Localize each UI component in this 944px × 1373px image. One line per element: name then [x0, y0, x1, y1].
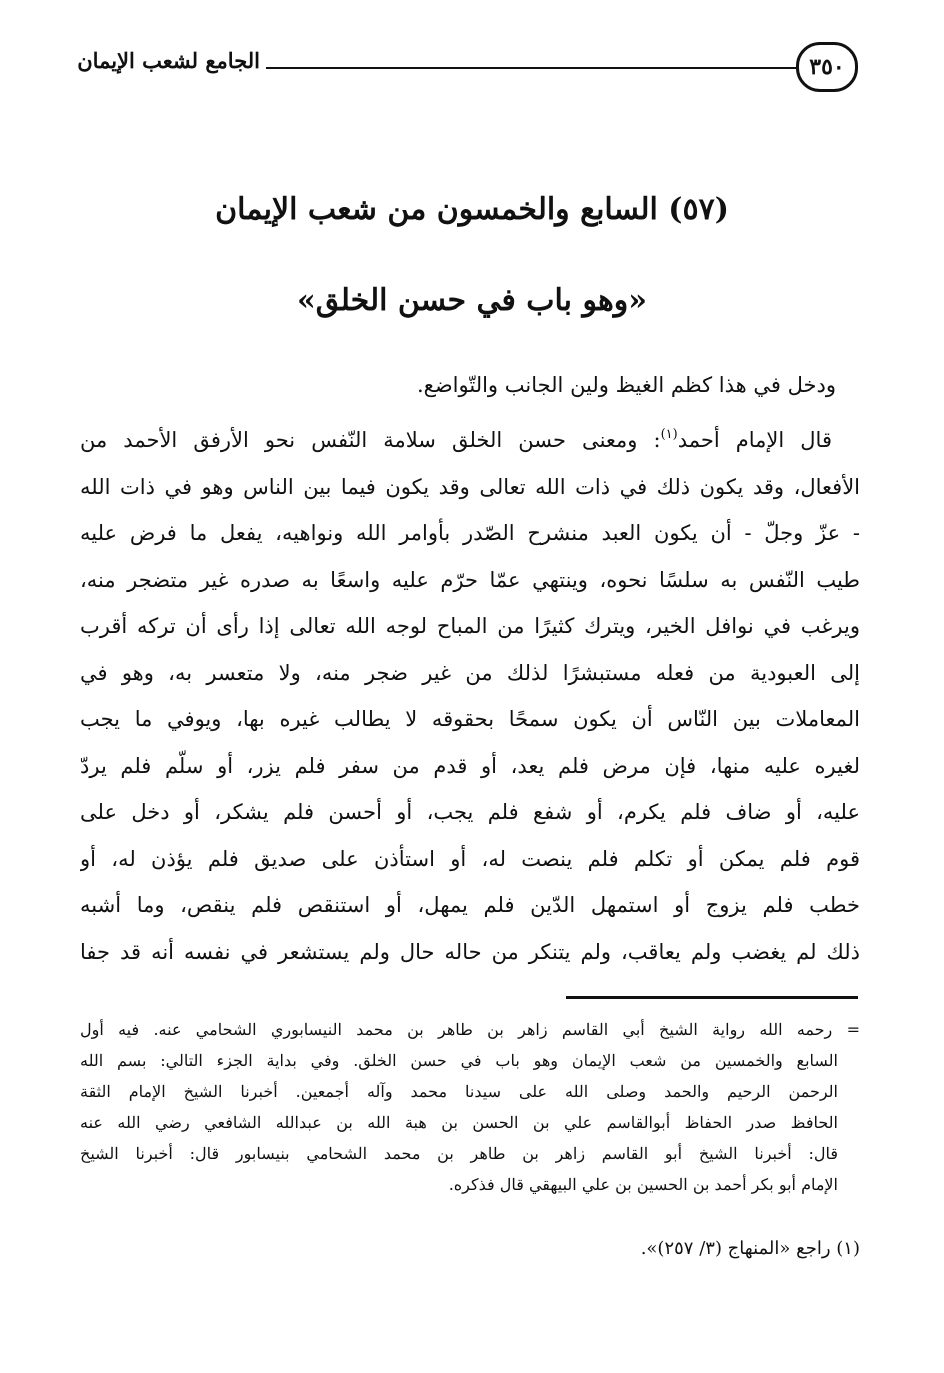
page-number-badge: ٣٥٠	[796, 42, 858, 92]
running-header	[78, 38, 858, 102]
footnote-line: الرحمن الرحيم والحمد وصلى الله على سيدنا محمد وآله أجمعين. أخبرنا الشيخ الإمام الثقة	[80, 1082, 838, 1101]
body-line-start: قال الإمام أحمد	[677, 428, 832, 452]
header-rule	[266, 67, 796, 69]
body-line: ذلك لم يغضب ولم يعاقب، ولم يتنكر من حاله حال ولم يستشعر في نفسه أنه قد جفا	[80, 939, 860, 964]
chapter-title: (٥٧) السابع والخمسون من شعب الإيمان	[215, 192, 729, 227]
body-line: خطب فلم يزوج أو استمهل الدّين فلم يمهل، أو استنقص فلم ينقص، وما أشبه	[80, 893, 860, 917]
body-line	[80, 417, 860, 464]
footnote-line: السابع والخمسين من شعب الإيمان وهو باب في حسن الخلق. وفي بداية الجزء التالي: بسم الله	[80, 1051, 838, 1070]
footnote-line: الحافظ صدر الحفاظ أبوالقاسم علي بن الحسن بن هبة الله بن عبدالله الشافعي رضي الله عنه	[80, 1113, 839, 1132]
body-line: المعاملات بين النّاس أن يكون سمحًا بحقوقه لا يطالب غيره بها، ويوفي ما يجب	[80, 707, 860, 731]
chapter-subtitle: «وهو باب في حسن الخلق»	[296, 283, 648, 318]
body-line: لغيره عليه منها، فإن مرض فلم يعد، أو قدم من سفر فلم يزر، أو سلّم فلم يردّ	[80, 753, 860, 778]
body-line: عليه، أو ضاف فلم يكرم، أو شفع فلم يجب، أو أحسن فلم يشكر، أو دخل على	[80, 800, 860, 824]
footnote-line: = رحمه الله رواية الشيخ أبي القاسم زاهر بن طاهر بن محمد النيسابوري الشحامي عنه. فيه أول	[80, 1020, 860, 1039]
footnote-1: (١) راجع «المنهاج (٣/ ٢٥٧)».	[640, 1238, 860, 1259]
body-line-rest: : ومعنى حسن الخلق سلامة النّفس نحو الأرفق الأحمد من	[80, 428, 661, 452]
main-text	[80, 417, 860, 975]
footnotes-block	[80, 1014, 860, 1200]
body-line: - عزّ وجلّ - أن يكون العبد منشرح الصّدر بأوامر الله ونواهيه، يفعل ما فرض عليه	[80, 521, 860, 545]
running-title: الجامع لشعب الإيمان	[77, 48, 260, 73]
footnote-line: قال: أخبرنا الشيخ أبو القاسم زاهر بن طاهر بن محمد الشحامي بنيسابور قال: أخبرنا الشيخ	[80, 1144, 838, 1163]
body-line: إلى العبودية من فعله مستبشرًا لذلك من غير ضجر منه، ولا متعسر به، وهو في	[80, 660, 860, 685]
intro-paragraph: ودخل في هذا كظم الغيظ ولين الجانب والتّواضع.	[416, 373, 836, 397]
body-line: ويرغب في نوافل الخير، ويترك كثيرًا من المباح لوجه الله تعالى إذا رأى أن تركه أقرب	[80, 614, 860, 638]
footnote-separator	[566, 996, 858, 999]
body-line: قوم فلم يمكن أو تكلم فلم ينصت له، أو استأذن على صديق فلم يؤذن له، أو	[80, 846, 860, 871]
footnote-marker[interactable]: (١)	[660, 427, 678, 442]
body-line: طيب النّفس به سلسًا نحوه، وينتهي عمّا حرّم عليه واسعًا به صدره غير متضجر منه،	[80, 567, 860, 592]
body-line: الأفعال، وقد يكون ذلك في ذات الله تعالى وقد يكون فيما بين الناس وهو في ذات الله	[80, 474, 860, 499]
footnote-line: الإمام أبو بكر أحمد بن الحسين بن علي البيهقي قال فذكره.	[448, 1175, 838, 1194]
